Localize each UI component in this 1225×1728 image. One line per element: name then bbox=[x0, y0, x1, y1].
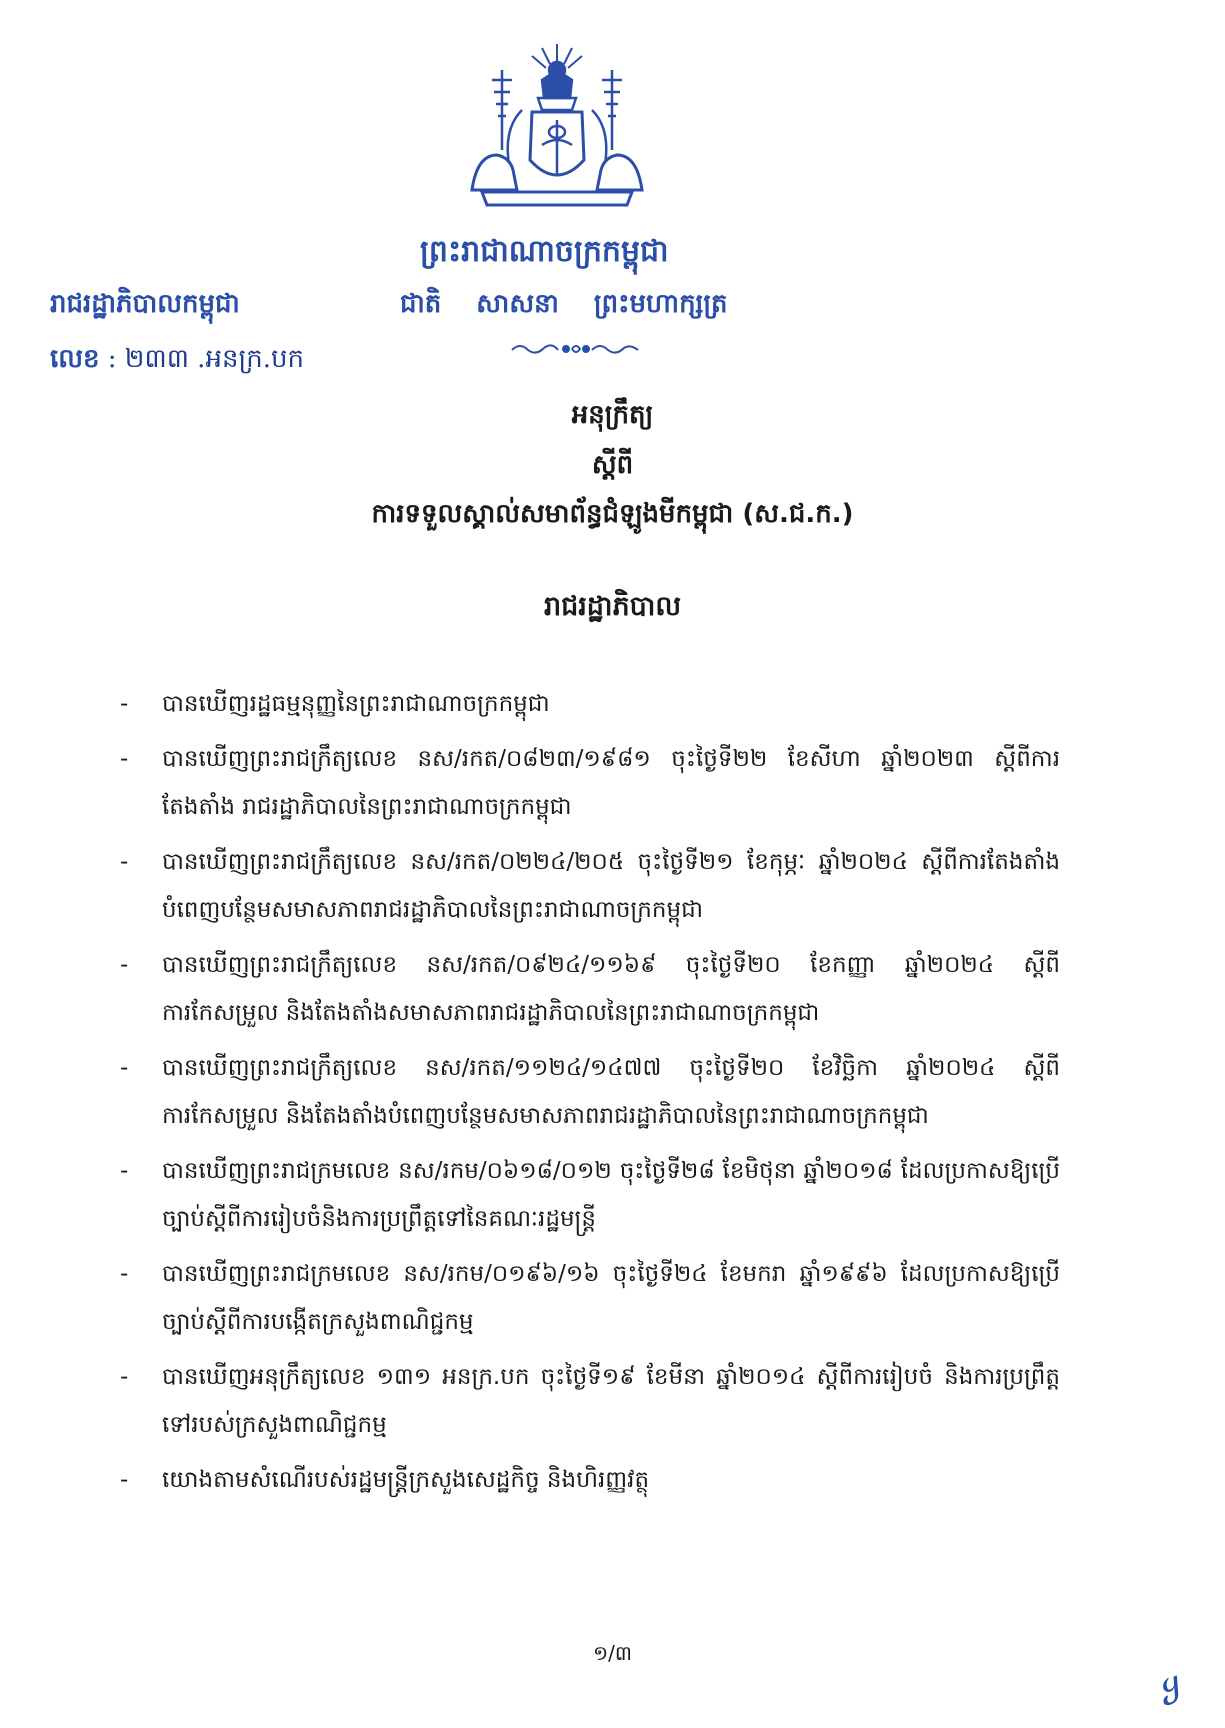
list-item: - បានឃើញព្រះរាជក្រឹត្យលេខ នស/រកត/០២២៤/២០៥ ចុះថ្ងៃទី២១ ខែកុម្ភៈ ឆ្នាំ២០២៤ ស្តីពីការតែងតាំងបំពេញបន្ថែមសមាសភាពរាជរដ្ឋាភិបាលនៃព្រះរាជាណាចក្រកម្ពុជា bbox=[120, 849, 1060, 923]
list-item: - បានឃើញព្រះរាជក្រឹត្យលេខ នស/រកត/១១២៤/១៤៧៧ ចុះថ្ងៃទី២០ ខែវិច្ឆិកា ឆ្នាំ២០២៤ ស្តីពីការកែសម្រួល និងតែងតាំងបំពេញបន្ថែមសមាសភាពរាជរដ្ឋាភិបាលនៃព្រះរាជាណាចក្រកម្ពុជា bbox=[120, 1055, 1060, 1129]
list-item-text: បានឃើញព្រះរាជក្រឹត្យលេខ នស/រកត/០២២៤/២០៥ ចុះថ្ងៃទី២១ ខែកុម្ភៈ ឆ្នាំ២០២៤ ស្តីពីការតែងតាំងបំពេញបន្ថែមសមាសភាពរាជរដ្ឋាភិបាលនៃព្រះរាជាណាចក្រកម្ពុជា bbox=[162, 849, 1060, 923]
issuer-heading: រាជរដ្ឋាភិបាល bbox=[543, 591, 682, 622]
list-item: - យោងតាមសំណើរបស់រដ្ឋមន្ត្រីក្រសួងសេដ្ឋកិច្ច និងហិរញ្ញវត្ថុ bbox=[120, 1467, 650, 1493]
handwritten-initial: ყ bbox=[1153, 1662, 1186, 1708]
list-item: - បានឃើញអនុក្រឹត្យលេខ ១៣១ អនក្រ.បក ចុះថ្ងៃទី១៩ ខែមីនា ឆ្នាំ២០១៤ ស្តីពីការរៀបចំ និងការប្រព្រឹត្តទៅរបស់ក្រសួងពាណិជ្ជកម្ម bbox=[120, 1364, 1061, 1438]
decree-on: ស្តីពី bbox=[591, 450, 634, 480]
list-item: - បានឃើញព្រះរាជក្រមលេខ នស/រកម/០១៩៦/១៦ ចុះថ្ងៃទី២៤ ខែមករា ឆ្នាំ១៩៩៦ ដែលប្រកាសឱ្យប្រើច្បាប់ស្តីពីការបង្កើតក្រសួងពាណិជ្ជកម្ម bbox=[120, 1261, 1060, 1335]
list-item-text: បានឃើញព្រះរាជក្រមលេខ នស/រកម/០១៩៦/១៦ ចុះថ្ងៃទី២៤ ខែមករា ឆ្នាំ១៩៩៦ ដែលប្រកាសឱ្យប្រើច្បាប់ស្តីពីការបង្កើតក្រសួងពាណិជ្ជកម្ម bbox=[162, 1261, 1060, 1335]
royal-arms-emblem bbox=[462, 40, 652, 210]
page-number: ១/៣ bbox=[593, 1641, 632, 1665]
list-item: - បានឃើញព្រះរាជក្រឹត្យលេខ នស/រកត/០៨២៣/១៩៨១ ចុះថ្ងៃទី២២ ខែសីហា ឆ្នាំ២០២៣ ស្តីពីការតែងតាំង រាជរដ្ឋាភិបាលនៃព្រះរាជាណាចក្រកម្ពុជា bbox=[120, 746, 1060, 820]
government-name: រាជរដ្ឋាភិបាលកម្ពុជា bbox=[50, 289, 240, 319]
list-item-text: បានឃើញព្រះរាជក្រមលេខ នស/រកម/០៦១៨/០១២ ចុះថ្ងៃទី២៨ ខែមិថុនា ឆ្នាំ២០១៨ ដែលប្រកាសឱ្យប្រើច្បាប់ស្តីពីការរៀបចំនិងការប្រព្រឹត្តទៅនៃគណៈរដ្ឋមន្ត្រី bbox=[162, 1158, 1060, 1232]
decree-type: អនុក្រឹត្យ bbox=[571, 400, 654, 430]
list-item: - បានឃើញព្រះរាជក្រឹត្យលេខ នស/រកត/០៩២៤/១១៦៩ ចុះថ្ងៃទី២០ ខែកញ្ញា ឆ្នាំ២០២៤ ស្តីពីការកែសម្រួល និងតែងតាំងសមាសភាពរាជរដ្ឋាភិបាលនៃព្រះរាជាណាចក្រកម្ពុជា bbox=[120, 952, 1060, 1026]
national-motto: ជាតិ សាសនា ព្រះមហាក្សត្រ bbox=[400, 289, 728, 319]
list-item-text: បានឃើញព្រះរាជក្រឹត្យលេខ នស/រកត/០៨២៣/១៩៨១ ចុះថ្ងៃទី២២ ខែសីហា ឆ្នាំ២០២៣ ស្តីពីការតែងតាំង រាជរដ្ឋាភិបាលនៃព្រះរាជាណាចក្រកម្ពុជា bbox=[162, 746, 1060, 820]
list-item-text: បានឃើញព្រះរាជក្រឹត្យលេខ នស/រកត/០៩២៤/១១៦៩ ចុះថ្ងៃទី២០ ខែកញ្ញា ឆ្នាំ២០២៤ ស្តីពីការកែសម្រួល និងតែងតាំងសមាសភាពរាជរដ្ឋាភិបាលនៃព្រះរាជាណាចក្រកម្ពុជា bbox=[162, 952, 1060, 1026]
list-item-text: បានឃើញរដ្ឋធម្មនុញ្ញនៃព្រះរាជាណាចក្រកម្ពុជា bbox=[162, 691, 550, 717]
document-number bbox=[50, 342, 304, 380]
list-item-text: បានឃើញអនុក្រឹត្យលេខ ១៣១ អនក្រ.បក ចុះថ្ងៃទី១៩ ខែមីនា ឆ្នាំ២០១៤ ស្តីពីការរៀបចំ និងការប្រព្រឹត្តទៅរបស់ក្រសួងពាណិជ្ជកម្ម bbox=[162, 1364, 1061, 1438]
number-value: : ២៣៣ .អនក្រ.បក bbox=[107, 344, 304, 374]
decree-subject: ការទទួលស្គាល់សមាព័ន្ធជំឡូងមីកម្ពុជា (ស.ជ.ក.) bbox=[371, 499, 854, 529]
considerations-list bbox=[120, 680, 1060, 1511]
list-item-text: បានឃើញព្រះរាជក្រឹត្យលេខ នស/រកត/១១២៤/១៤៧៧ ចុះថ្ងៃទី២០ ខែវិច្ឆិកា ឆ្នាំ២០២៤ ស្តីពីការកែសម្រួល និងតែងតាំងបំពេញបន្ថែមសមាសភាពរាជរដ្ឋាភិបាលនៃព្រះរាជាណាចក្រកម្ពុជា bbox=[162, 1055, 1060, 1129]
list-item-text: យោងតាមសំណើរបស់រដ្ឋមន្ត្រីក្រសួងសេដ្ឋកិច្ច និងហិរញ្ញវត្ថុ bbox=[162, 1467, 650, 1493]
decorative-divider-icon bbox=[510, 338, 640, 360]
number-label: លេខ bbox=[50, 344, 100, 374]
list-item: - បានឃើញព្រះរាជក្រមលេខ នស/រកម/០៦១៨/០១២ ចុះថ្ងៃទី២៨ ខែមិថុនា ឆ្នាំ២០១៨ ដែលប្រកាសឱ្យប្រើច្បាប់ស្តីពីការរៀបចំនិងការប្រព្រឹត្តទៅនៃគណៈរដ្ឋមន្ត្រី bbox=[120, 1158, 1060, 1232]
list-item: - បានឃើញរដ្ឋធម្មនុញ្ញនៃព្រះរាជាណាចក្រកម្ពុជា bbox=[120, 691, 550, 717]
kingdom-heading: ព្រះរាជាណាចក្រកម្ពុជា bbox=[420, 234, 669, 269]
